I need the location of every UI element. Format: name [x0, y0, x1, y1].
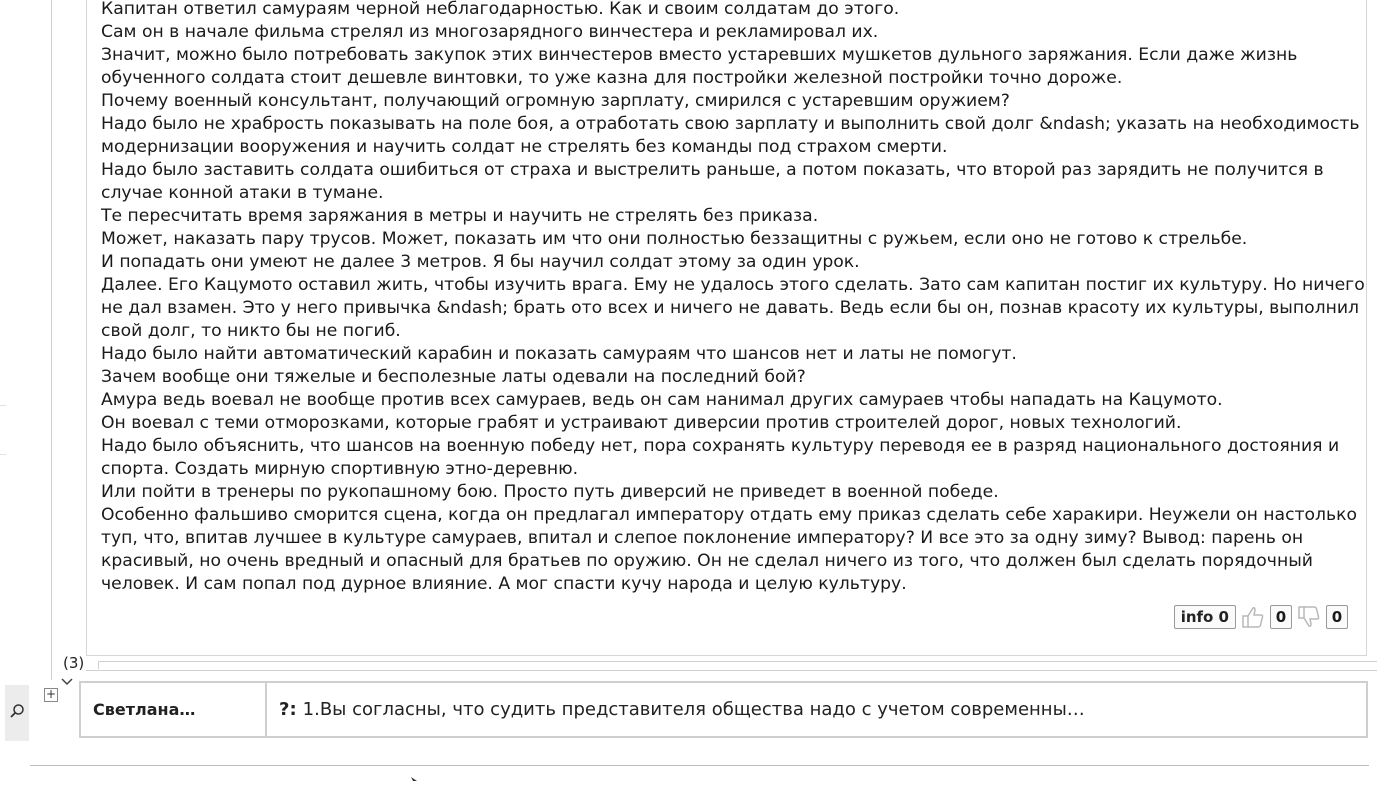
bottom-divider [30, 765, 1369, 766]
mouse-cursor-icon [411, 768, 417, 774]
question-prefix: ?: [279, 699, 297, 720]
gutter-box [0, 405, 6, 455]
post-text [101, 0, 1367, 596]
search-icon [9, 703, 25, 723]
post-paragraph: Далее. Его Кацумото оставил жить, чтобы изучить врага. Ему не удалось этого сделать. Зато сам капитан постиг их культуру. Но ничего не дал взамен. Это у него привычка &ndash; брать ото всех и ничего не давать. Ведь если бы он, познав красоту их культуры, выполнил свой долг, то никто бы не погиб. [101, 275, 1365, 341]
post-paragraph: И попадать они умеют не далее 3 метров. Я бы научил солдат этому за один урок. [101, 252, 860, 272]
post-paragraph: Может, наказать пару трусов. Может, показать им что они полностью беззащитны с ружьем, если оно не готово к стрельбе. [101, 229, 1248, 249]
post-paragraph: Амура ведь воевал не вообще против всех самураев, ведь он сам нанимал других самураев чтобы нападать на Кацумото. [101, 390, 1223, 410]
replies-count[interactable]: (3) [63, 654, 85, 672]
post-paragraph: Сам он в начале фильма стрелял из многозарядного винчестера и рекламировал их. [101, 22, 879, 42]
chevron-down-icon[interactable] [60, 673, 74, 685]
thread-divider [86, 670, 1377, 671]
likes-count: 0 [1270, 605, 1292, 629]
post-paragraph: Значит, можно было потребовать закупок этих винчестеров вместо устаревших мушкетов дульного заряжания. Если даже жизнь обученного солдата стоит дешевле винтовки, то уже казна для постройки железной постройки точно дороже. [101, 45, 1298, 88]
thread-line [51, 0, 52, 680]
post-paragraph: Или пойти в тренеры по рукопашному бою. Просто путь диверсий не приведет в военной победе. [101, 482, 999, 502]
post-paragraph: Капитан ответил самураям черной неблагодарностью. Как и своим солдатам до этого. [101, 0, 900, 19]
info-button[interactable]: info 0 [1174, 605, 1236, 629]
post-actions [1174, 605, 1348, 629]
reply-title[interactable]: 1.Вы согласны, что судить представителя общества надо с учетом современны… [302, 699, 1085, 720]
thumbs-down-icon[interactable] [1296, 605, 1322, 629]
reply-author[interactable]: Светлана… [81, 683, 267, 736]
left-gutter [0, 0, 6, 774]
post-paragraph: Надо было найти автоматический карабин и показать самураям что шансов нет и латы не помогут. [101, 344, 1017, 364]
reply-title-cell[interactable] [267, 683, 1366, 736]
post-paragraph: Почему военный консультант, получающий огромную зарплату, смирился с устаревшим оружием? [101, 91, 1010, 111]
post-paragraph: Надо было заставить солдата ошибиться от страха и выстрелить раньше, а потом показать, что второй раз зарядить не получится в случае конной атаки в тумане. [101, 160, 1324, 203]
search-tab[interactable] [5, 685, 29, 741]
post-paragraph: Те пересчитать время заряжания в метры и научить не стрелять без приказа. [101, 206, 819, 226]
dislikes-count: 0 [1326, 605, 1348, 629]
post-body [86, 0, 1367, 656]
expand-button[interactable]: + [45, 687, 57, 701]
thumbs-up-icon[interactable] [1240, 605, 1266, 629]
post-paragraph: Особенно фальшиво сморится сцена, когда он предлагал императору отдать ему приказ сделать себе харакири. Неужели он настолько туп, что, впитав лучшее в культуре самураев, впитал и слепое поклонение императору? И все это за одну зиму? Вывод: парень он красивый, но очень вредный и опасный для братьев по оружию. Он не сделал ничего из того, что должен был сделать порядочный человек. И сам попал под дурное влияние. А мог спасти кучу народа и целую культуру. [101, 505, 1358, 594]
post-paragraph: Надо было объяснить, что шансов на военную победу нет, пора сохранять культуру переводя ее в разряд национального достояния и спорта. Создать мирную спортивную этно-деревню. [101, 436, 1340, 479]
post-paragraph: Надо было не храбрость показывать на поле боя, а отработать свою зарплату и выполнить свой долг &ndash; указать на необходимость модернизации вооружения и научить солдат не стрелять без команды под страхом смерти. [101, 114, 1360, 157]
reply-row[interactable] [79, 681, 1368, 738]
post-paragraph: Он воевал с теми отморозками, которые грабят и устраивают диверсии против строителей дорог, новых технологий. [101, 413, 1182, 433]
post-paragraph: Зачем вообще они тяжелые и бесполезные латы одевали на последний бой? [101, 367, 806, 387]
thread-connector [98, 661, 1377, 669]
